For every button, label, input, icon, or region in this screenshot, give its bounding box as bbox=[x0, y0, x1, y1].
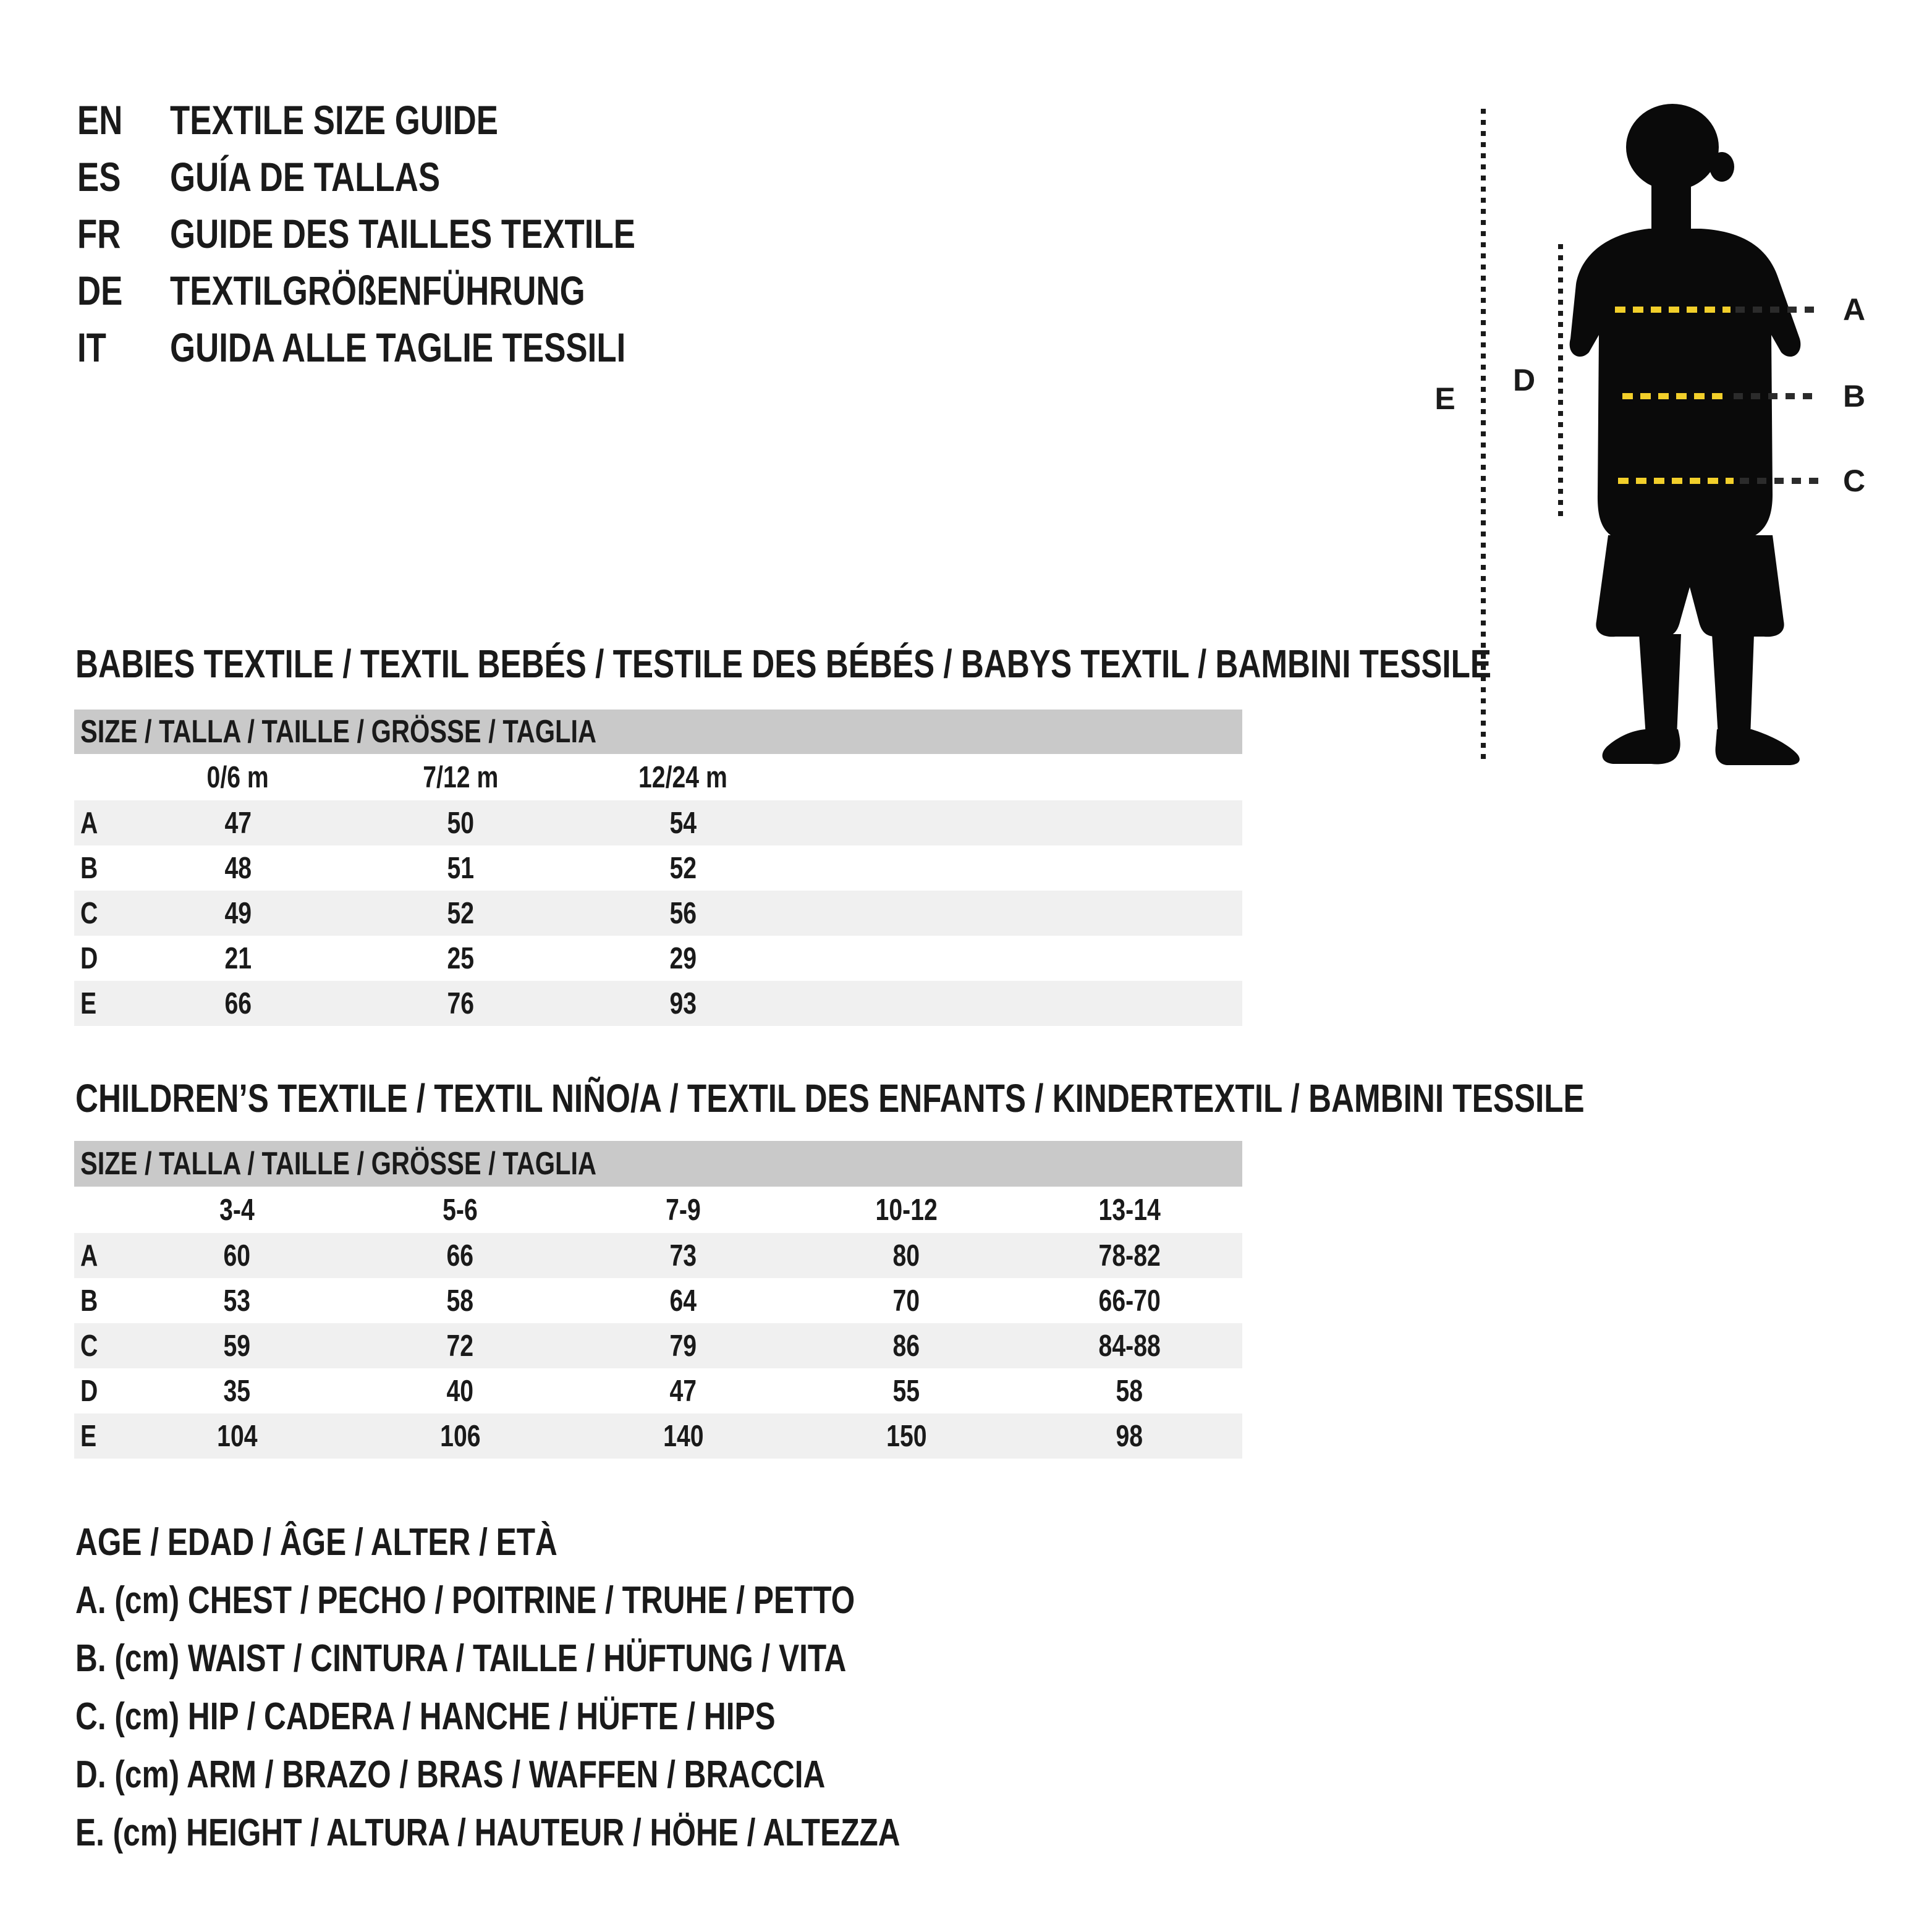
table-cell-text: 60 bbox=[223, 1239, 251, 1273]
table-cell bbox=[125, 1419, 349, 1454]
table-cell bbox=[572, 1419, 795, 1454]
language-code-text: IT bbox=[77, 324, 106, 370]
table-row bbox=[74, 1413, 1242, 1459]
row-label-text: A bbox=[80, 1239, 98, 1273]
table-cell bbox=[349, 941, 572, 976]
row-label-text: E bbox=[80, 1419, 97, 1453]
column-header bbox=[572, 760, 794, 795]
silhouette-shirt bbox=[1570, 229, 1801, 544]
table-cell-text: 55 bbox=[892, 1374, 920, 1408]
children-section-title-text: CHILDREN’S TEXTILE / TEXTIL NIÑO/A / TEXTIL DES ENFANTS / KINDERTEXTIL / BAMBINI TESSILE bbox=[75, 1076, 1585, 1121]
table-cell bbox=[795, 1284, 1018, 1318]
column-header-text: 12/24 m bbox=[638, 760, 727, 794]
babies-size-table bbox=[74, 710, 1242, 1026]
column-header-text: 3-4 bbox=[219, 1193, 255, 1227]
language-title bbox=[170, 148, 507, 205]
table-row bbox=[74, 1323, 1242, 1368]
table-cell-text: 98 bbox=[1116, 1419, 1143, 1453]
table-cell-text: 47 bbox=[224, 806, 252, 840]
table-cell-text: 56 bbox=[669, 896, 697, 930]
legend-line bbox=[75, 1688, 1106, 1746]
column-header-text: 7-9 bbox=[666, 1193, 701, 1227]
row-label-cell bbox=[74, 986, 127, 1021]
babies-size-header-bar bbox=[74, 710, 1242, 754]
table-cell bbox=[795, 1419, 1018, 1454]
table-cell bbox=[127, 806, 349, 841]
row-label-text: D bbox=[80, 1374, 98, 1408]
column-header bbox=[795, 1193, 1018, 1227]
table-cell bbox=[572, 1239, 795, 1273]
table-cell-text: 86 bbox=[892, 1329, 920, 1363]
language-title-text: TEXTILGRÖßENFÜHRUNG bbox=[170, 268, 585, 313]
babies-size-header-text: SIZE / TALLA / TAILLE / GRÖSSE / TAGLIA bbox=[80, 714, 597, 750]
children-size-table bbox=[74, 1141, 1242, 1459]
children-size-header-text: SIZE / TALLA / TAILLE / GRÖSSE / TAGLIA bbox=[80, 1146, 597, 1182]
children-size-header-bar bbox=[74, 1141, 1242, 1187]
table-cell-text: 35 bbox=[223, 1374, 251, 1408]
children-section-title bbox=[75, 1076, 1932, 1121]
table-row bbox=[74, 1278, 1242, 1323]
column-header-text: 10-12 bbox=[875, 1193, 938, 1227]
language-title-text: GUIDA ALLE TAGLIE TESSILI bbox=[170, 324, 626, 370]
table-cell bbox=[349, 806, 572, 841]
measure-label-c: C bbox=[1842, 464, 1866, 498]
language-row bbox=[77, 205, 752, 262]
row-label-cell bbox=[74, 1329, 125, 1363]
table-cell-text: 106 bbox=[439, 1419, 481, 1453]
table-cell-text: 50 bbox=[447, 806, 474, 840]
column-header bbox=[127, 760, 349, 795]
table-cell bbox=[127, 941, 349, 976]
table-cell-text: 58 bbox=[1116, 1374, 1143, 1408]
table-cell bbox=[1018, 1239, 1241, 1273]
column-header-text: 5-6 bbox=[443, 1193, 478, 1227]
measure-label-a: A bbox=[1842, 292, 1866, 327]
table-cell-text: 80 bbox=[892, 1239, 920, 1273]
table-cell-text: 59 bbox=[223, 1329, 251, 1363]
table-cell bbox=[349, 1329, 572, 1363]
babies-column-header-row bbox=[74, 754, 1242, 800]
language-row bbox=[77, 262, 752, 319]
table-cell bbox=[125, 1374, 349, 1409]
table-cell-text: 51 bbox=[447, 851, 474, 885]
language-title bbox=[170, 262, 689, 319]
table-cell bbox=[572, 806, 794, 841]
language-title bbox=[170, 319, 740, 376]
language-title bbox=[170, 91, 580, 148]
row-label-cell bbox=[74, 851, 127, 886]
table-cell bbox=[349, 1239, 572, 1273]
table-cell-text: 73 bbox=[669, 1239, 697, 1273]
language-code bbox=[77, 319, 170, 376]
row-label-text: C bbox=[80, 1329, 98, 1363]
babies-section-title bbox=[75, 644, 1845, 684]
table-cell-text: 84-88 bbox=[1098, 1329, 1161, 1363]
table-cell-text: 79 bbox=[669, 1329, 697, 1363]
column-header bbox=[125, 1193, 349, 1227]
table-cell bbox=[349, 851, 572, 886]
table-cell-text: 140 bbox=[663, 1419, 704, 1453]
row-label-cell bbox=[74, 1239, 125, 1273]
children-column-header-row bbox=[74, 1187, 1242, 1233]
table-cell bbox=[572, 941, 794, 976]
table-cell-text: 66 bbox=[224, 986, 252, 1020]
legend-line-text: C. (cm) HIP / CADERA / HANCHE / HÜFTE / HIPS bbox=[75, 1695, 776, 1738]
measurement-legend bbox=[75, 1514, 1106, 1862]
table-cell-text: 49 bbox=[224, 896, 252, 930]
table-cell-text: 78-82 bbox=[1098, 1239, 1161, 1273]
language-code bbox=[77, 205, 170, 262]
column-header bbox=[1018, 1193, 1241, 1227]
table-cell bbox=[572, 896, 794, 931]
legend-line bbox=[75, 1572, 1106, 1630]
table-cell bbox=[349, 896, 572, 931]
table-cell bbox=[125, 1329, 349, 1363]
row-label-cell bbox=[74, 1419, 125, 1454]
table-cell bbox=[795, 1374, 1018, 1409]
table-cell-text: 54 bbox=[669, 806, 697, 840]
legend-line-text: A. (cm) CHEST / PECHO / POITRINE / TRUHE / PETTO bbox=[75, 1579, 855, 1622]
measure-label-d: D bbox=[1512, 363, 1536, 397]
table-cell-text: 70 bbox=[892, 1284, 920, 1318]
table-cell-text: 93 bbox=[669, 986, 697, 1020]
legend-line bbox=[75, 1804, 1106, 1862]
table-cell-text: 21 bbox=[224, 941, 252, 975]
table-cell-text: 72 bbox=[446, 1329, 474, 1363]
language-row bbox=[77, 148, 752, 205]
table-cell-text: 48 bbox=[224, 851, 252, 885]
row-label-text: A bbox=[80, 806, 98, 840]
table-cell bbox=[572, 1329, 795, 1363]
table-cell bbox=[572, 986, 794, 1021]
table-cell bbox=[127, 896, 349, 931]
table-cell-text: 52 bbox=[669, 851, 697, 885]
table-cell-text: 52 bbox=[447, 896, 474, 930]
column-header bbox=[349, 760, 572, 795]
table-cell bbox=[572, 851, 794, 886]
language-code bbox=[77, 148, 170, 205]
row-label-cell bbox=[74, 941, 127, 976]
table-cell bbox=[795, 1329, 1018, 1363]
legend-line-text: D. (cm) ARM / BRAZO / BRAS / WAFFEN / BRACCIA bbox=[75, 1753, 826, 1796]
language-title-text: GUÍA DE TALLAS bbox=[170, 154, 441, 200]
table-cell-text: 40 bbox=[446, 1374, 474, 1408]
language-code-text: DE bbox=[77, 268, 123, 313]
column-header bbox=[349, 1193, 572, 1227]
table-cell bbox=[125, 1239, 349, 1273]
table-cell bbox=[349, 986, 572, 1021]
table-row bbox=[74, 1368, 1242, 1413]
table-cell bbox=[572, 1374, 795, 1409]
language-title-list bbox=[77, 91, 752, 376]
measure-label-b: B bbox=[1842, 379, 1866, 413]
table-cell bbox=[795, 1239, 1018, 1273]
row-label-text: D bbox=[80, 941, 98, 975]
legend-line bbox=[75, 1514, 1106, 1572]
babies-section-title-text: BABIES TEXTILE / TEXTIL BEBÉS / TESTILE DES BÉBÉS / BABYS TEXTIL / BAMBINI TESSILE bbox=[75, 642, 1492, 686]
legend-line-text: AGE / EDAD / ÂGE / ALTER / ETÀ bbox=[75, 1521, 557, 1564]
table-row bbox=[74, 845, 1242, 891]
table-cell bbox=[1018, 1419, 1241, 1454]
table-cell bbox=[1018, 1329, 1241, 1363]
row-label-cell bbox=[74, 1284, 125, 1318]
table-cell bbox=[1018, 1284, 1241, 1318]
language-code bbox=[77, 262, 170, 319]
table-cell-text: 66 bbox=[446, 1239, 474, 1273]
row-label-cell bbox=[74, 896, 127, 931]
table-cell bbox=[349, 1284, 572, 1318]
table-cell bbox=[125, 1284, 349, 1318]
language-title-text: GUIDE DES TAILLES TEXTILE bbox=[170, 211, 635, 256]
table-cell bbox=[127, 986, 349, 1021]
language-code-text: ES bbox=[77, 154, 121, 200]
row-label-text: B bbox=[80, 851, 98, 885]
table-cell-text: 29 bbox=[669, 941, 697, 975]
table-cell bbox=[1018, 1374, 1241, 1409]
row-label-text: B bbox=[80, 1284, 98, 1318]
table-cell-text: 150 bbox=[886, 1419, 927, 1453]
legend-line bbox=[75, 1630, 1106, 1688]
legend-line bbox=[75, 1746, 1106, 1804]
table-cell-text: 66-70 bbox=[1098, 1284, 1161, 1318]
table-cell-text: 104 bbox=[216, 1419, 258, 1453]
row-label-text: C bbox=[80, 896, 98, 930]
language-title bbox=[170, 205, 752, 262]
column-header-text: 7/12 m bbox=[422, 760, 499, 794]
table-row bbox=[74, 891, 1242, 936]
measure-label-e: E bbox=[1434, 381, 1455, 416]
table-cell bbox=[127, 851, 349, 886]
row-label-cell bbox=[74, 1374, 125, 1409]
table-row bbox=[74, 1233, 1242, 1278]
table-cell bbox=[349, 1374, 572, 1409]
column-header-text: 0/6 m bbox=[206, 760, 269, 794]
table-row bbox=[74, 981, 1242, 1026]
table-cell-text: 47 bbox=[669, 1374, 697, 1408]
language-row bbox=[77, 91, 752, 148]
table-row bbox=[74, 936, 1242, 981]
silhouette-right-shoe bbox=[1716, 729, 1800, 765]
table-cell bbox=[349, 1419, 572, 1454]
language-row bbox=[77, 319, 752, 376]
row-label-text: E bbox=[80, 986, 97, 1020]
table-row bbox=[74, 800, 1242, 845]
legend-line-text: E. (cm) HEIGHT / ALTURA / HAUTEUR / HÖHE / ALTEZZA bbox=[75, 1811, 900, 1854]
column-header bbox=[572, 1193, 795, 1227]
silhouette-left-shoe bbox=[1603, 729, 1680, 764]
legend-line-text: B. (cm) WAIST / CINTURA / TAILLE / HÜFTUNG / VITA bbox=[75, 1637, 847, 1680]
column-header-text: 13-14 bbox=[1098, 1193, 1161, 1227]
table-cell-text: 58 bbox=[446, 1284, 474, 1318]
language-code-text: FR bbox=[77, 211, 121, 256]
table-cell-text: 64 bbox=[669, 1284, 697, 1318]
table-cell-text: 76 bbox=[447, 986, 474, 1020]
table-cell-text: 53 bbox=[223, 1284, 251, 1318]
silhouette-neck bbox=[1651, 176, 1691, 235]
language-title-text: TEXTILE SIZE GUIDE bbox=[170, 97, 498, 143]
table-cell bbox=[572, 1284, 795, 1318]
language-code-text: EN bbox=[77, 97, 123, 143]
table-cell-text: 25 bbox=[447, 941, 474, 975]
row-label-cell bbox=[74, 806, 127, 841]
silhouette-ear bbox=[1710, 152, 1734, 182]
silhouette-shorts bbox=[1596, 535, 1784, 637]
language-code bbox=[77, 91, 170, 148]
